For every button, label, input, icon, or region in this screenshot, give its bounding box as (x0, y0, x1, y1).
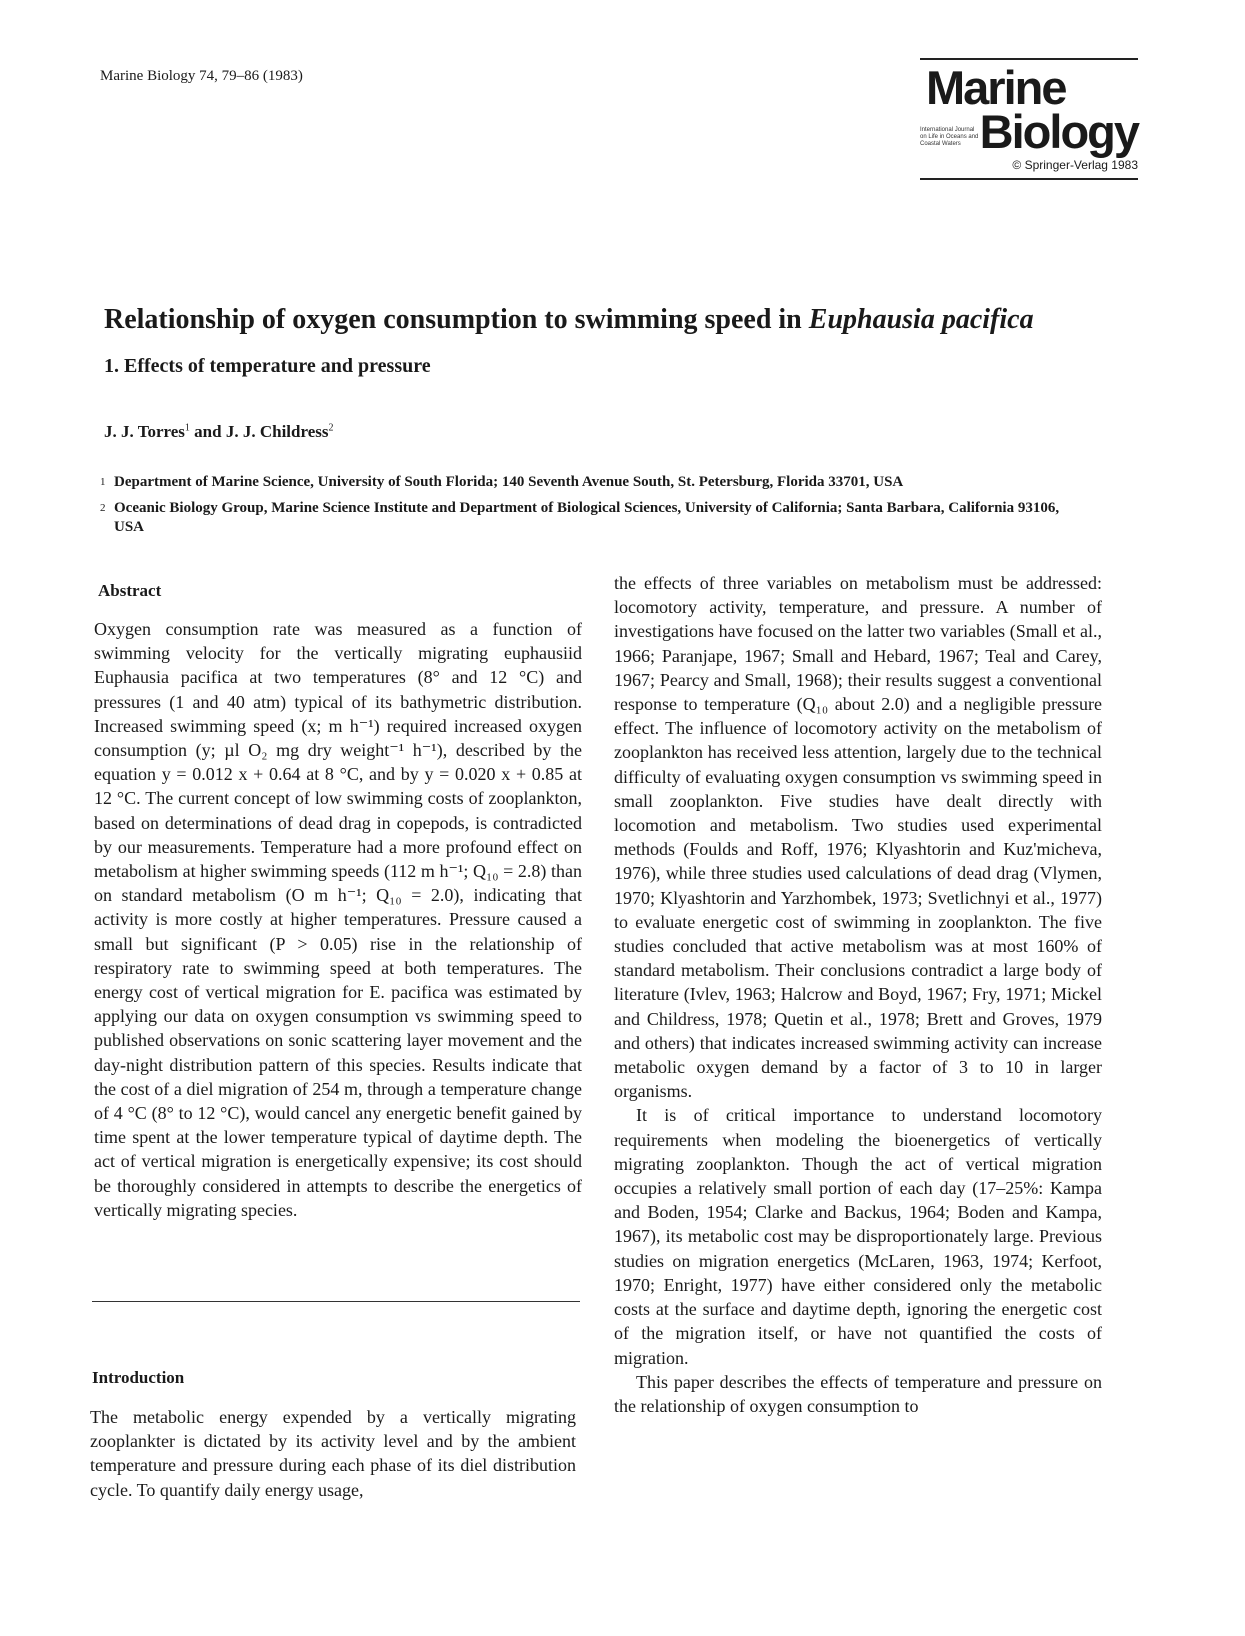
logo-subtitle: International Journal on Life in Oceans and Coastal Waters (920, 127, 979, 147)
abstract-heading: Abstract (98, 581, 162, 600)
affiliation-1-text: Department of Marine Science, University of South Florida; 140 Seventh Avenue South, St. Petersburg, Florida 33701, USA (114, 474, 904, 490)
author-2-affil: 2 (328, 422, 334, 434)
author-conjunction: and (189, 422, 226, 441)
title-species: Euphausia pacifica (808, 304, 1034, 335)
affiliation-1 (100, 473, 1074, 492)
introduction-heading: Introduction (92, 1368, 185, 1387)
right-paragraph-2: It is of critical importance to understand locomotory requirements when modeling the bioenergetics of vertically migrating zooplankton. Though the act of vertical migration occupies a relatively small portion of each day (17–25%: Kampa and Boden, 1954; Clarke and Backus, 1964; Boden and Kampa, 1967), its metabolic cost may be disproportionately large. Previous studies on migration energetics (McLaren, 1963, 1974; Kerfoot, 1970; Enright, 1977) have either considered only the metabolic costs at the surface and daytime depth, ignoring the energetic cost of the migration itself, or have not quantified the costs of migration. (614, 1105, 1102, 1368)
right-paragraph-3: This paper describes the effects of temperature and pressure on the relationship of oxygen consumption to (614, 1371, 1102, 1416)
journal-citation: Marine Biology 74, 79–86 (1983) (100, 68, 303, 84)
logo-row (920, 105, 1138, 158)
introduction-body (90, 1405, 576, 1502)
introduction-paragraph: The metabolic energy expended by a vertically migrating zooplankter is dictated by its activity level and by the ambient temperature and pressure during each phase of its diel distribution cycle. To quantify daily energy usage, (90, 1407, 576, 1500)
right-column-body (614, 571, 1102, 1418)
logo-top-rule (920, 58, 1138, 60)
article-title (104, 304, 1144, 336)
author-1: J. J. Torres (104, 422, 185, 441)
author-list (104, 422, 334, 442)
section-divider (92, 1301, 580, 1302)
abstract-body (94, 617, 582, 1222)
affiliation-1-number: 1 (100, 476, 106, 488)
author-2: J. J. Childress (225, 422, 329, 441)
logo-biology-text: Biology (979, 105, 1138, 158)
author-1-affil: 1 (184, 422, 190, 434)
abstract-paragraph: Oxygen consumption rate was measured as a function of swimming velocity for the vertically migrating euphausiid Euphausia pacifica at two temperatures (8° and 12 °C) and pressures (1 and 40 atm) typical of its bathymetric distribution. Increased swimming speed (x; m h⁻¹) required increased oxygen consumption (y; µl O₂ mg dry weight⁻¹ h⁻¹), described by the equation y = 0.012 x + 0.64 at 8 °C, and by y = 0.020 x + 0.85 at 12 °C. The current concept of low swimming costs of zooplankton, based on determinations of dead drag in copepods, is contradicted by our measurements. Temperature had a more profound effect on metabolism at higher swimming speeds (112 m h⁻¹; Q₁₀ = 2.8) than on standard metabolism (O m h⁻¹; Q₁₀ = 2.0), indicating that activity is more costly at higher temperatures. Pressure caused a small but significant (P > 0.05) rise in the relationship of respiratory rate to swimming speed at both temperatures. The energy cost of vertical migration for E. pacifica was estimated by applying our data on oxygen consumption vs swimming speed to published observations on sonic scattering layer movement and the day-night distribution pattern of this species. Results indicate that the cost of a diel migration of 254 m, through a temperature change of 4 °C (8° to 12 °C), would cancel any energetic benefit gained by time spent at the lower temperature typical of daytime depth. The act of vertical migration is energetically expensive; its cost should be thoroughly considered in attempts to describe the energetics of vertically migrating species. (94, 619, 582, 1220)
right-paragraph-1: the effects of three variables on metabolism must be addressed: locomotory activity, temperature, and pressure. A number of investigations have focused on the latter two variables (Small et al., 1966; Paranjape, 1967; Small and Hebard, 1967; Teal and Carey, 1967; Pearcy and Small, 1968); their results suggest a conventional response to temperature (Q₁₀ about 2.0) and a negligible pressure effect. The influence of locomotory activity on the metabolism of zooplankton has received less attention, largely due to the technical difficulty of evaluating oxygen consumption vs swimming speed in small zooplankton. Five studies have dealt directly with locomotion and metabolism. Two studies used experimental methods (Foulds and Roff, 1976; Klyashtorin and Kuz'micheva, 1976), while three studies used calculations of dead drag (Vlymen, 1970; Klyashtorin and Yarzhombek, 1973; Svetlichnyi et al., 1977) to evaluate energetic cost of swimming in zooplankton. The five studies concluded that active metabolism was at most 160% of standard metabolism. Their conclusions contradict a large body of literature (Ivlev, 1963; Halcrow and Boyd, 1967; Fry, 1971; Mickel and Childress, 1978; Quetin et al., 1978; Brett and Groves, 1979 and others) that indicates increased swimming activity can increase metabolic oxygen demand by a factor of 3 to 10 in larger organisms. (614, 573, 1102, 1102)
affiliation-2-number: 2 (100, 502, 106, 514)
logo-marine-text: Marine (926, 61, 1066, 114)
affiliation-2-text: Oceanic Biology Group, Marine Science Institute and Department of Biological Sciences, University of California; Santa Barbara, California 93106, USA (114, 500, 1060, 535)
article-subtitle: 1. Effects of temperature and pressure (104, 355, 431, 377)
title-main: Relationship of oxygen consumption to swimming speed in (104, 304, 809, 335)
journal-logo (920, 58, 1138, 180)
logo-bottom-rule (920, 178, 1138, 180)
affiliation-2 (100, 499, 1074, 537)
logo-copyright: © Springer-Verlag 1983 (1012, 158, 1138, 172)
